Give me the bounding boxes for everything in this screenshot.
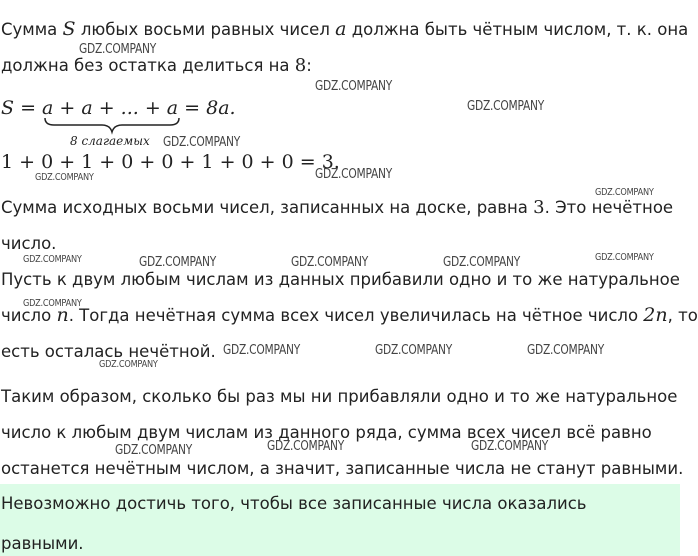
paragraph-3-line-2 [1,305,698,326]
watermark: GDZ.COMPANY [291,255,369,270]
equation-sum [1,97,236,119]
answer-line-2: равными. [1,534,84,553]
paragraph-3-line-1: Пусть к двум любым числам из данных прибавили одно и то же натуральное [1,270,680,289]
watermark: GDZ.COMPANY [79,42,157,57]
paragraph-1-line-2 [1,56,312,76]
watermark: GDZ.COMPANY [35,172,94,183]
math-number: 3 [533,197,545,218]
equation-digits: 1 + 0 + 1 + 0 + 0 + 1 + 0 + 0 = 3. [1,151,340,173]
paragraph-3-line-3: есть осталась нечётной. [1,342,216,361]
watermark: GDZ.COMPANY [315,167,393,182]
math-rhs: = 8a. [178,97,236,119]
watermark: GDZ.COMPANY [315,79,393,94]
text: : [306,56,312,75]
watermark: GDZ.COMPANY [267,439,345,454]
paragraph-1-line-1 [1,19,688,40]
answer-line-1: Невозможно достичь того, чтобы все записанные числа оказались [1,494,587,513]
text: любых восьми равных чисел [75,20,336,39]
watermark: GDZ.COMPANY [467,99,545,114]
paragraph-4-line-2: число к любым двум числам из данного ряда, сумма всех чисел всё равно [1,423,652,442]
watermark: GDZ.COMPANY [471,439,549,454]
watermark: GDZ.COMPANY [595,252,654,263]
watermark: GDZ.COMPANY [443,255,521,270]
watermark: GDZ.COMPANY [23,298,82,309]
paragraph-4-line-3: останется нечётным числом, а значит, записанные числа не станут равными. [1,459,684,478]
math-sum: a + a + ... + a [42,97,179,119]
watermark: GDZ.COMPANY [375,343,453,358]
watermark: GDZ.COMPANY [163,135,241,150]
text: Сумма [1,20,63,39]
text: число [1,306,57,325]
watermark: GDZ.COMPANY [23,254,82,265]
watermark: GDZ.COMPANY [139,255,217,270]
brace-label: 8 слагаемых [70,134,150,148]
text: . Тогда нечётная сумма всех чисел увеличилась на чётное число [68,306,644,325]
math-var-n: n [56,304,69,326]
text: Сумма исходных восьми чисел, записанных на доске, равна [1,198,534,217]
watermark: GDZ.COMPANY [115,443,193,458]
math-var-s: S [62,18,76,40]
watermark: GDZ.COMPANY [99,359,158,370]
watermark: GDZ.COMPANY [527,343,605,358]
math-var-s: S [1,97,15,119]
text: должна без остатка делиться на [1,56,295,75]
text: , то [667,306,698,325]
text: . Это нечётное [544,198,674,217]
paragraph-2-line-1 [1,198,673,218]
paragraph-4-line-1: Таким образом, сколько бы раз мы ни прибавляли одно и то же натуральное [1,387,678,406]
math-number: 8 [294,55,307,76]
watermark: GDZ.COMPANY [595,187,654,198]
math-2n: 2n [643,304,668,326]
underbrace-icon [44,117,180,135]
text: должна быть чётным числом, т. к. она [346,20,689,39]
math-equals: = [14,97,43,119]
answer-box [0,484,680,556]
math-var-a: a [335,18,347,40]
paragraph-2-line-2: число. [1,234,57,253]
watermark: GDZ.COMPANY [223,343,301,358]
